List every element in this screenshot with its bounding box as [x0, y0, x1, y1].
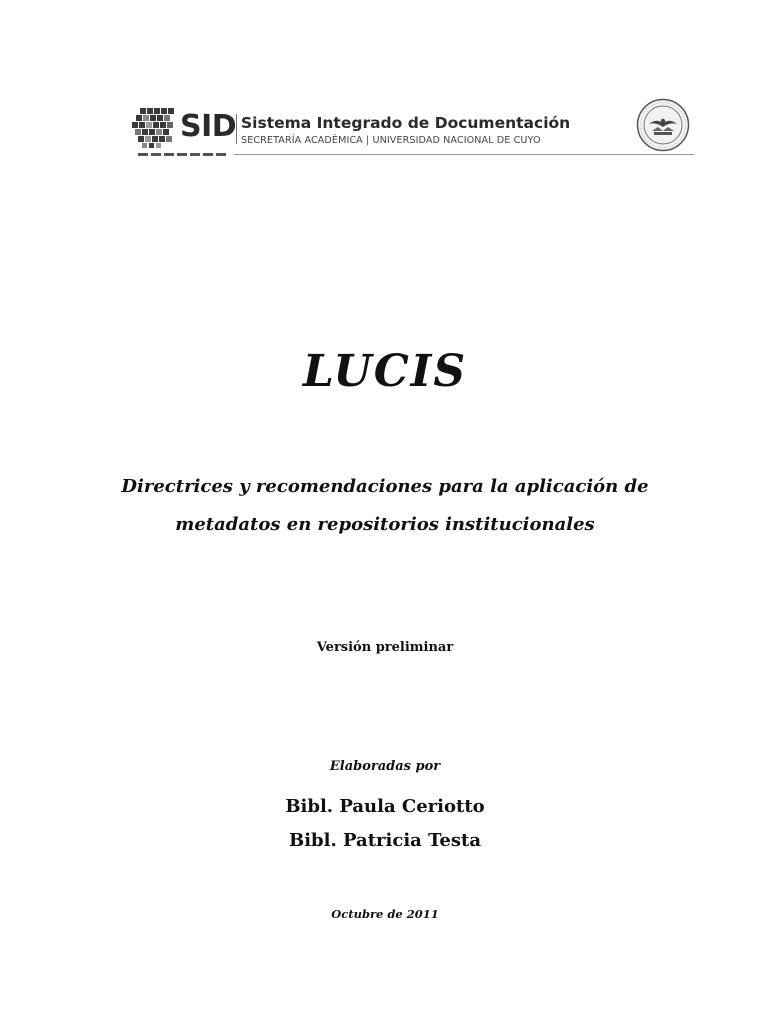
version-label: Versión preliminar: [316, 640, 454, 655]
header-rule: [234, 154, 694, 155]
grid-logo-icon: [132, 108, 176, 148]
author-name: Bibl. Paula Ceriotto: [285, 796, 485, 817]
document-date: Octubre de 2011: [331, 907, 439, 921]
logo-dot-row: [138, 153, 230, 156]
logo-divider: [236, 114, 237, 144]
subtitle-line-2: metadatos en repositorios institucionales: [175, 514, 595, 535]
authors-list: [0, 790, 770, 858]
header-title: Sistema Integrado de Documentación: [241, 114, 571, 132]
document-title: LUCIS: [302, 346, 468, 397]
page-header: [130, 100, 695, 160]
sid-logo-mark: SID: [180, 109, 237, 144]
university-seal-icon: [636, 98, 690, 152]
authored-by-label: Elaboradas por: [329, 759, 441, 774]
document-subtitle: [0, 468, 770, 544]
author-name: Bibl. Patricia Testa: [289, 830, 481, 851]
subtitle-line-1: Directrices y recomendaciones para la aplicación de: [121, 476, 649, 497]
header-subtitle: SECRETARÍA ACADÉMICA | UNIVERSIDAD NACIONAL DE CUYO: [241, 135, 541, 146]
